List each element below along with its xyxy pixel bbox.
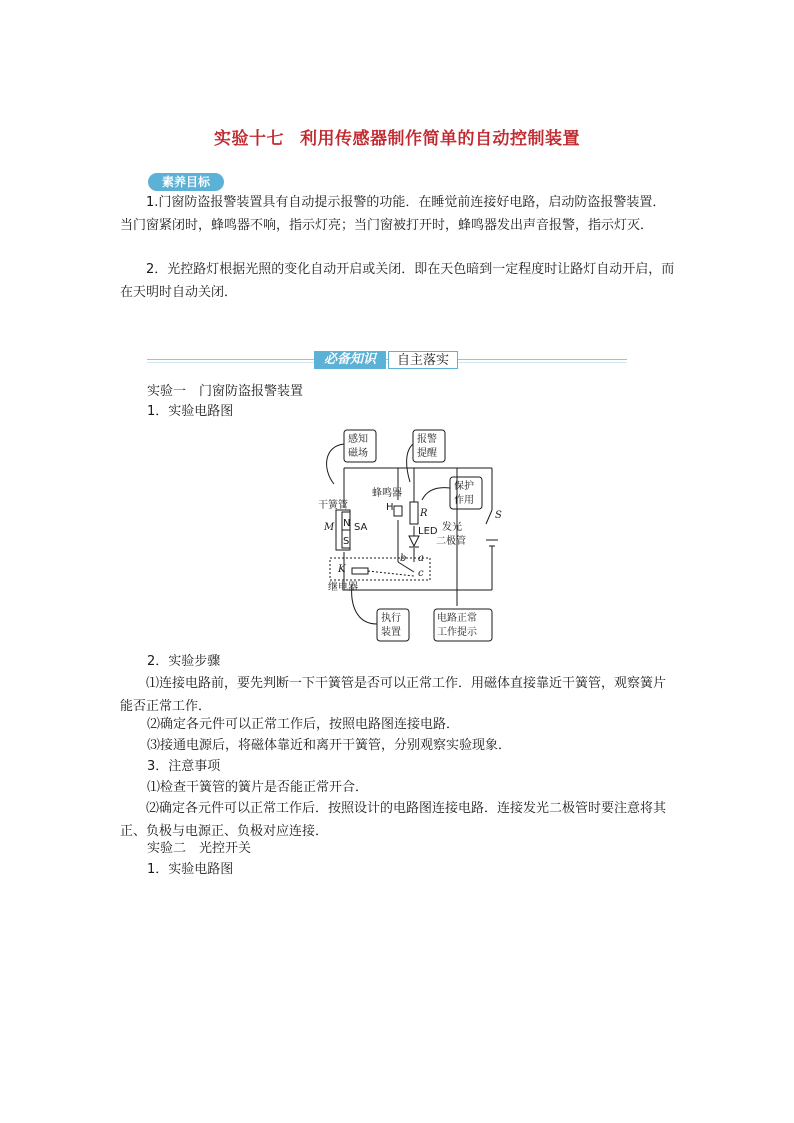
- svg-text:c: c: [418, 568, 424, 579]
- exp1-title: 实验一 门窗防盗报警装置: [147, 384, 304, 399]
- section-label-secondary: 自主落实: [388, 351, 458, 369]
- section-label-primary: 必备知识: [314, 351, 386, 369]
- step-1: ⑴连接电路前，要先判断一下干簧管是否可以正常工作．用磁体直接靠近干簧管，观察簧片能否正常工作．: [120, 676, 667, 714]
- svg-text:M: M: [324, 522, 335, 533]
- svg-text:继电器: 继电器: [328, 582, 358, 593]
- svg-text:二极管: 二极管: [436, 536, 466, 547]
- exp2-figure-caption: 1．实验电路图: [147, 862, 234, 877]
- note-1: ⑴检查干簧管的簧片是否能正常开合．: [147, 780, 369, 795]
- goals-badge: 素养目标: [148, 173, 224, 191]
- alarm-circuit-diagram: [314, 424, 504, 646]
- svg-text:发光: 发光: [442, 522, 462, 533]
- svg-text:感知: 感知: [348, 434, 368, 445]
- relay-coil: [352, 568, 368, 574]
- svg-text:蜂鸣器: 蜂鸣器: [372, 488, 402, 499]
- svg-text:LED: LED: [418, 526, 438, 537]
- step-2: ⑵确定各元件可以正常工作后，按照电路图连接电路．: [147, 717, 460, 732]
- exp1-figure-caption: 1．实验电路图: [147, 404, 234, 419]
- svg-text:N: N: [343, 518, 351, 529]
- svg-text:b: b: [400, 553, 407, 564]
- svg-text:提醒: 提醒: [417, 448, 437, 459]
- svg-text:SA: SA: [354, 522, 368, 533]
- step-3: ⑶接通电源后，将磁体靠近和离开干簧管，分别观察实验现象．: [147, 738, 512, 753]
- resistor-symbol: [410, 502, 418, 524]
- svg-text:电路正常: 电路正常: [437, 613, 477, 624]
- svg-text:保护: 保护: [454, 481, 474, 492]
- goal-paragraph-2: 2．光控路灯根据光照的变化自动开启或关闭．即在天色暗到一定程度时让路灯自动开启，而在天明时自动关闭．: [120, 262, 675, 300]
- svg-text:K: K: [338, 564, 346, 575]
- svg-text:报警: 报警: [417, 434, 437, 445]
- goal-paragraph-1: 1.门窗防盗报警装置具有自动提示报警的功能．在睡觉前连接好电路，启动防盗报警装置．当门窗紧闭时，蜂鸣器不响，指示灯亮；当门窗被打开时，蜂鸣器发出声音报警，指示灯灭．: [120, 195, 666, 233]
- buzzer-symbol: [394, 506, 402, 516]
- section-divider: [147, 359, 627, 361]
- svg-text:R: R: [420, 508, 428, 519]
- note-2: ⑵确定各元件可以正常工作后．按照设计的电路图连接电路．连接发光二极管时要注意将其正、负极与电源正、负极对应连接．: [120, 801, 667, 839]
- steps-title: 2．实验步骤: [147, 654, 221, 669]
- notes-title: 3．注意事项: [147, 759, 221, 774]
- svg-text:S: S: [343, 536, 350, 547]
- svg-text:H: H: [386, 502, 394, 513]
- svg-text:S: S: [495, 510, 502, 521]
- svg-text:执行: 执行: [381, 613, 401, 624]
- svg-text:a: a: [418, 553, 424, 564]
- svg-text:作用: 作用: [454, 495, 474, 506]
- page-title: 实验十七 利用传感器制作简单的自动控制装置: [214, 129, 580, 149]
- led-symbol: [409, 536, 419, 546]
- svg-text:工作提示: 工作提示: [437, 627, 477, 638]
- svg-text:磁场: 磁场: [348, 448, 368, 459]
- exp2-title: 实验二 光控开关: [147, 841, 252, 856]
- svg-text:装置: 装置: [381, 627, 401, 638]
- svg-text:干簧管: 干簧管: [318, 500, 348, 511]
